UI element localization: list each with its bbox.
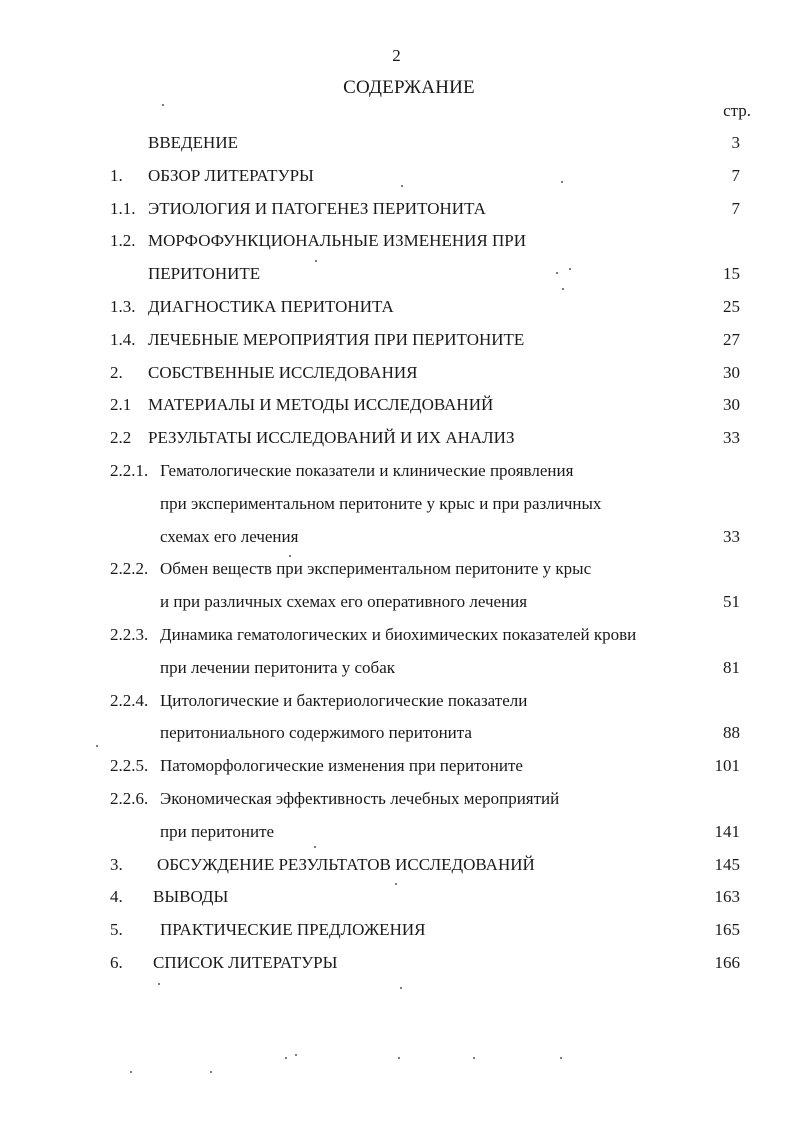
toc-entry-page: 101 [714, 756, 740, 776]
toc-entry-title: при лечении перитонита у собак [160, 657, 396, 677]
toc-entry-title: ЛЕЧЕБНЫЕ МЕРОПРИЯТИЯ ПРИ ПЕРИТОНИТЕ [148, 329, 525, 349]
toc-entry-line [0, 658, 793, 682]
toc-entry-number: 1.1. [110, 198, 136, 218]
toc-entry-number: 2.2 [110, 428, 132, 448]
toc-entry-title: Гематологические показатели и клинические проявления [160, 461, 574, 480]
scan-speck [285, 1057, 287, 1059]
scan-speck [96, 745, 98, 747]
toc-entry-line [0, 592, 793, 616]
toc-entry-number: 2.2.4. [110, 690, 149, 710]
toc-entry-title: ОБСУЖДЕНИЕ РЕЗУЛЬТАТОВ ИССЛЕДОВАНИЙ [157, 854, 535, 874]
toc-entry-page: 15 [723, 264, 740, 284]
toc-entry-line [0, 363, 793, 387]
toc-entry-number: 4. [110, 887, 123, 907]
pages-column-header: стр. [723, 101, 751, 120]
scan-speck [398, 1057, 400, 1059]
toc-entry-line [0, 723, 793, 747]
toc-entry-line [0, 625, 793, 649]
scan-speck [401, 185, 403, 187]
toc-entry-number: 2. [110, 362, 123, 382]
toc-entry-number: 2.2.3. [110, 625, 149, 644]
scan-speck [562, 288, 564, 290]
scan-speck [560, 1057, 562, 1059]
toc-entry-page: 163 [714, 887, 740, 907]
toc-entry-page: 30 [723, 362, 740, 382]
scan-speck [210, 1071, 212, 1073]
toc-entry-number: 1.2. [110, 231, 136, 251]
toc-entry-line [0, 461, 793, 485]
toc-entry-number: 2.2.5. [110, 756, 149, 776]
scan-speck [158, 983, 160, 985]
toc-entry-title: при перитоните [160, 821, 275, 841]
toc-entry-number: 1.3. [110, 297, 136, 316]
toc-entry-page: 33 [723, 526, 740, 546]
toc-entry-line [0, 822, 793, 846]
toc-entry-title: Цитологические и бактериологические показатели [160, 690, 528, 710]
toc-entry-line [0, 231, 793, 255]
toc-entry-title: Обмен веществ при экспериментальном перитоните у крыс [160, 559, 592, 579]
toc-entry-page: 165 [714, 920, 740, 940]
scan-speck [289, 555, 291, 557]
scan-speck [400, 987, 402, 989]
toc-entry-page: 3 [731, 133, 740, 152]
toc-entry-line [0, 887, 793, 911]
toc-entry-title: ЭТИОЛОГИЯ И ПАТОГЕНЕЗ ПЕРИТОНИТА [148, 198, 486, 218]
toc-entry-line [0, 395, 793, 419]
toc-entry-title: СПИСОК ЛИТЕРАТУРЫ [153, 953, 338, 972]
toc-entry-title: СОБСТВЕННЫЕ ИССЛЕДОВАНИЯ [148, 362, 418, 382]
toc-entry-line [0, 264, 793, 288]
toc-entry-page: 7 [731, 198, 740, 218]
toc-entry-page: 51 [723, 592, 740, 612]
toc-entry-line [0, 920, 793, 944]
toc-entry-title: ДИАГНОСТИКА ПЕРИТОНИТА [148, 297, 394, 316]
page-title: СОДЕРЖАНИЕ [343, 77, 475, 98]
toc-entry-number: 1.4. [110, 329, 136, 349]
toc-entry-line [0, 691, 793, 715]
scan-speck [315, 260, 317, 262]
toc-entry-page: 166 [714, 953, 740, 972]
toc-entry-title: МАТЕРИАЛЫ И МЕТОДЫ ИССЛЕДОВАНИЙ [148, 395, 494, 415]
toc-entry-title: и при различных схемах его оперативного лечения [160, 592, 528, 612]
scan-speck [130, 1071, 132, 1073]
toc-entry-line [0, 494, 793, 518]
toc-entry-number: 2.1 [110, 395, 132, 415]
toc-entry-line [0, 527, 793, 551]
toc-entry-page: 145 [714, 854, 740, 874]
toc-entry-page: 27 [723, 329, 740, 349]
toc-entry-page: 30 [723, 395, 740, 415]
toc-entry-title: схемах его лечения [160, 526, 299, 546]
toc-entry-number: 6. [110, 953, 123, 972]
toc-entry-page: 141 [714, 821, 740, 841]
toc-entry-number: 2.2.2. [110, 559, 149, 579]
toc-entry-title: Патоморфологические изменения при перитоните [160, 756, 523, 776]
toc-entry-line [0, 199, 793, 223]
toc-entry-line [0, 330, 793, 354]
toc-entry-title: ОБЗОР ЛИТЕРАТУРЫ [148, 165, 314, 185]
toc-entry-line [0, 428, 793, 452]
scan-speck [569, 268, 571, 270]
toc-entry-title: ПРАКТИЧЕСКИЕ ПРЕДЛОЖЕНИЯ [160, 920, 426, 940]
scan-speck [561, 181, 563, 183]
toc-entry-page: 7 [731, 165, 740, 185]
toc-entry-title: РЕЗУЛЬТАТЫ ИССЛЕДОВАНИЙ И ИХ АНАЛИЗ [148, 428, 515, 448]
scan-speck [314, 846, 316, 848]
scan-speck [295, 1054, 297, 1056]
scan-speck [162, 104, 164, 106]
toc-entry-line [0, 855, 793, 879]
toc-entry-title: при экспериментальном перитоните у крыс и при различных [160, 493, 602, 513]
toc-entry-number: 5. [110, 920, 123, 940]
toc-entry-number: 3. [110, 854, 123, 874]
toc-entry-line [0, 297, 793, 321]
toc-entry-title: ПЕРИТОНИТЕ [148, 264, 261, 284]
toc-entry-number: 2.2.6. [110, 789, 149, 808]
toc-entry-page: 88 [723, 723, 740, 743]
toc-entry-line [0, 756, 793, 780]
toc-entry-line [0, 559, 793, 583]
toc-entry-title: ВВЕДЕНИЕ [148, 133, 238, 152]
scan-speck [395, 883, 397, 885]
toc-entry-line [0, 789, 793, 813]
toc-entry-number: 2.2.1. [110, 461, 149, 480]
toc-entry-page: 33 [723, 428, 740, 448]
scan-speck [556, 272, 558, 274]
toc-entry-line [0, 953, 793, 977]
toc-entry-title: Экономическая эффективность лечебных мероприятий [160, 789, 560, 808]
toc-entry-title: Динамика гематологических и биохимических показателей крови [160, 625, 637, 644]
toc-entry-page: 25 [723, 297, 740, 316]
toc-entry-line [0, 166, 793, 190]
page-number: 2 [392, 46, 401, 65]
toc-entry-line [0, 133, 793, 157]
scan-speck [473, 1057, 475, 1059]
toc-entry-page: 81 [723, 657, 740, 677]
toc-entry-title: ВЫВОДЫ [153, 887, 229, 907]
toc-entry-title: перитониального содержимого перитонита [160, 723, 472, 743]
toc-entry-number: 1. [110, 165, 123, 185]
toc-entry-title: МОРФОФУНКЦИОНАЛЬНЫЕ ИЗМЕНЕНИЯ ПРИ [148, 231, 526, 251]
